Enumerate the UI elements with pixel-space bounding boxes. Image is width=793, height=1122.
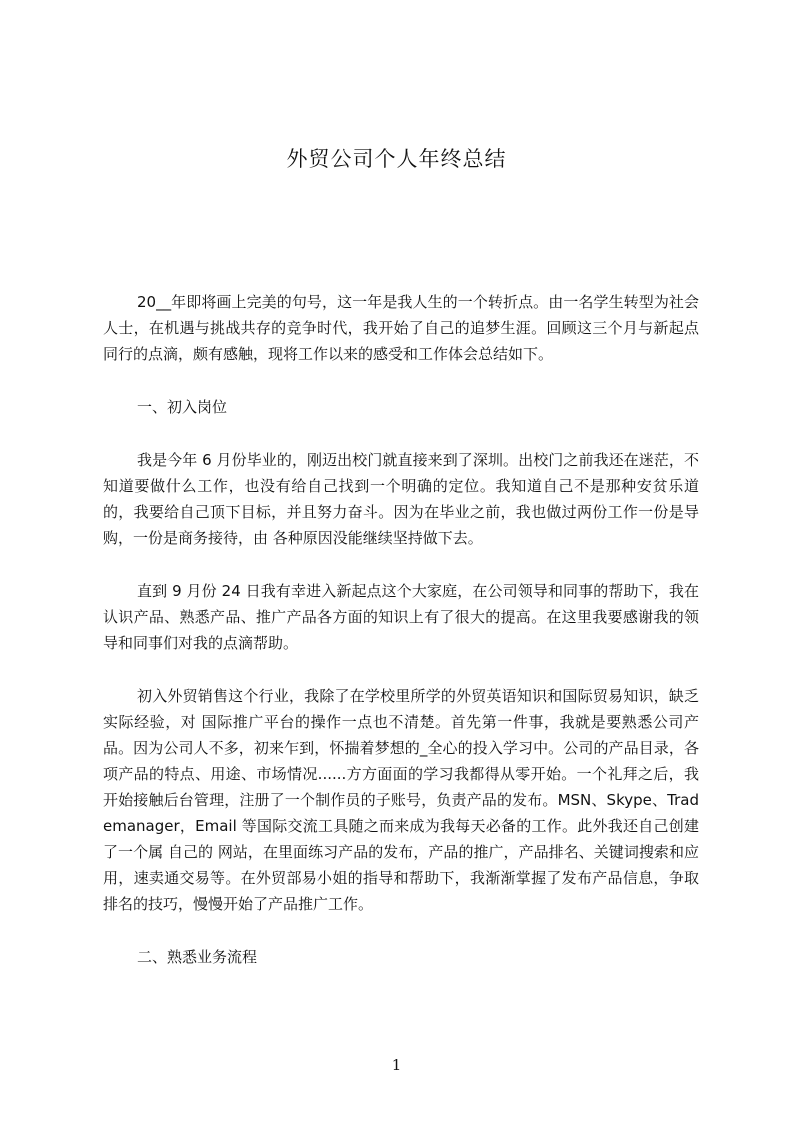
section-heading-2: 二、熟悉业务流程 [137, 948, 258, 966]
section-heading-1: 一、初入岗位 [137, 398, 228, 416]
document-body [103, 289, 699, 970]
paragraph-gap [103, 551, 699, 578]
paragraph-graduation: 我是今年 6 月份毕业的，刚迈出校门就直接来到了深圳。出校门之前我还在迷茫，不知道要做什么工作，也没有给自己找到一个明确的定位。我知道自己不是那种安贫乐道的，我要给自己顶下目标，并且努力奋斗。因为在毕业之前，我也做过两份工作一份是导购，一份是商务接待，由 各种原因没能继续坚持做下去。 [103, 451, 699, 547]
document-title: 外贸公司个人年终总结 [286, 147, 507, 171]
paragraph-gap [103, 420, 699, 447]
page-number: 1 [391, 1056, 402, 1074]
paragraph-gap [103, 367, 699, 394]
paragraph-gap [103, 917, 699, 944]
paragraph-joining: 直到 9 月份 24 日我有幸进入新起点这个大家庭，在公司领导和同事的帮助下，我在认识产品、熟悉产品、推广产品各方面的知识上有了很大的提高。在这里我要感谢我的领导和同事们对我的点滴帮助。 [103, 582, 699, 652]
paragraph-intro: 20__年即将画上完美的句号，这一年是我人生的一个转折点。由一名学生转型为社会人士，在机遇与挑战共存的竞争时代，我开始了自己的追梦生涯。回顾这三个月与新起点同行的点滴，颇有感触，现将工作以来的感受和工作体会总结如下。 [103, 293, 699, 363]
paragraph-learning: 初入外贸销售这个行业，我除了在学校里所学的外贸英语知识和国际贸易知识，缺乏实际经验，对 国际推广平台的操作一点也不清楚。首先第一件事，我就是要熟悉公司产品。因为公司人不多，初来乍到，怀揣着梦想的_全心的投入学习中。公司的产品目录，各项产品的特点、用途、市场情况......方方面面的学习我都得从零开始。一个礼拜之后，我开始接触后台管理，注册了一个制作员的子账号，负责产品的发布。MSN、Skype、Trademanager，Email 等国际交流工具随之而来成为我每天必备的工作。此外我还自己创建了一个属 自己的 网站，在里面练习产品的发布，产品的推广，产品排名、关键词搜索和应用，速卖通交易等。在外贸部易小姐的指导和帮助下，我渐渐掌握了发布产品信息，争取排名的技巧，慢慢开始了产品推广工作。 [103, 687, 699, 913]
paragraph-gap [103, 656, 699, 683]
